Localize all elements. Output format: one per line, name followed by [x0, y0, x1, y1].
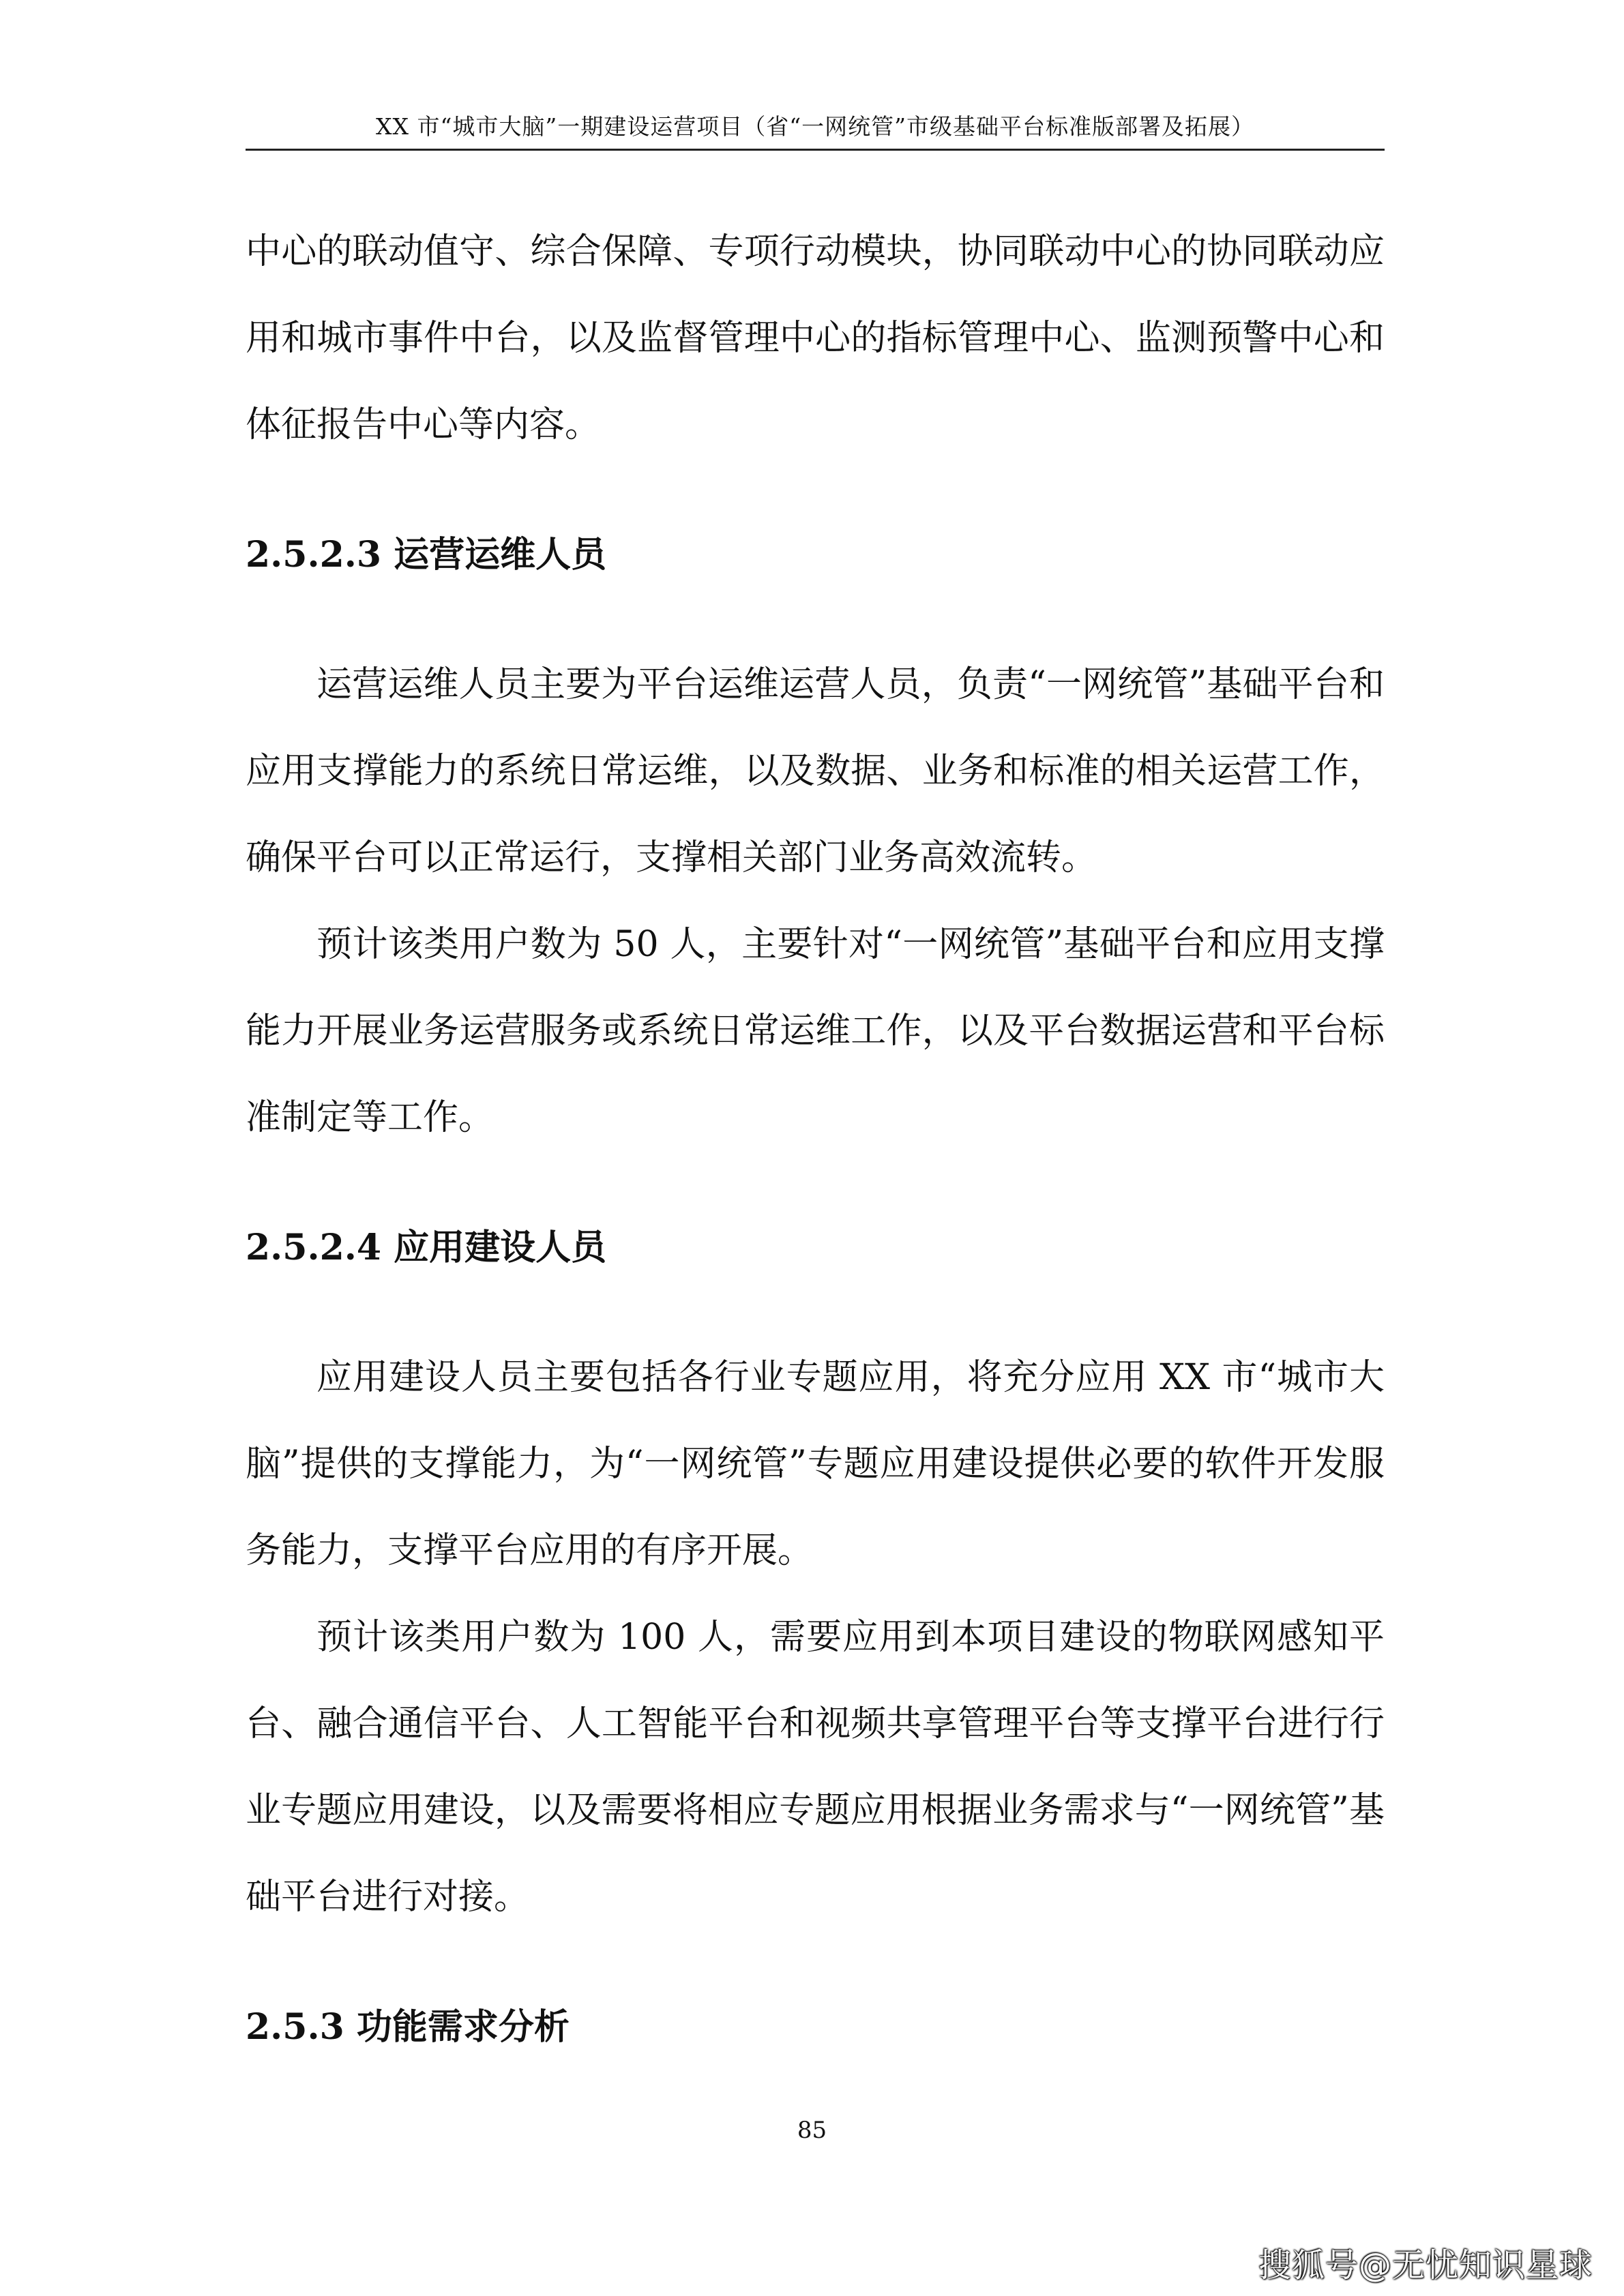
section-spacer [246, 599, 1385, 642]
paragraph-continuation: 中心的联动值守、综合保障、专项行动模块，协同联动中心的协同联动应用和城市事件中台，以及监督管理中心的指标管理中心、监测预警中心和体征报告中心等内容。 [246, 231, 1385, 445]
paragraph-builder-user-count: 预计该类用户数为 100 人，需要应用到本项目建设的物联网感知平台、融合通信平台、人工智能平台和视频共享管理平台等支撑平台进行行业专题应用建设，以及需要将相应专题应用根据业务需求与“一网统管”基础平台进行对接。 [246, 1617, 1385, 1918]
section-spacer [246, 1161, 1385, 1204]
section-heading-2-5-2-4 [246, 1204, 1385, 1292]
document-body [246, 209, 1385, 2071]
page-header: XX 市“城市大脑”一期建设运营项目（省“一网统管”市级基础平台标准版部署及拓展） [376, 113, 1254, 140]
section-title: 运营运维人员 [394, 535, 607, 576]
section-title: 功能需求分析 [356, 2007, 570, 2048]
section-spacer [246, 1292, 1385, 1335]
header-divider [246, 149, 1385, 151]
section-heading-2-5-2-3 [246, 511, 1385, 599]
paragraph-ops-description: 运营运维人员主要为平台运维运营人员，负责“一网统管”基础平台和应用支撑能力的系统日常运维，以及数据、业务和标准的相关运营工作，确保平台可以正常运行，支撑相关部门业务高效流转。 [246, 664, 1385, 878]
section-spacer [246, 468, 1385, 511]
paragraph-ops-user-count: 预计该类用户数为 50 人，主要针对“一网统管”基础平台和应用支撑能力开展业务运营服务或系统日常运维工作，以及平台数据运营和平台标准制定等工作。 [246, 924, 1385, 1138]
section-heading-2-5-3 [246, 1984, 1385, 2071]
section-number: 2.5.2.4 [246, 1227, 382, 1268]
watermark: 搜狐号@无忧知识星球 [1258, 2246, 1593, 2284]
section-title: 应用建设人员 [394, 1227, 607, 1268]
section-number: 2.5.3 [246, 2006, 344, 2048]
page-number: 85 [797, 2117, 827, 2144]
section-number: 2.5.2.3 [246, 534, 382, 576]
paragraph-builder-description: 应用建设人员主要包括各行业专题应用，将充分应用 XX 市“城市大脑”提供的支撑能力，为“一网统管”专题应用建设提供必要的软件开发服务能力，支撑平台应用的有序开展。 [246, 1357, 1385, 1571]
section-spacer [246, 1941, 1385, 1984]
